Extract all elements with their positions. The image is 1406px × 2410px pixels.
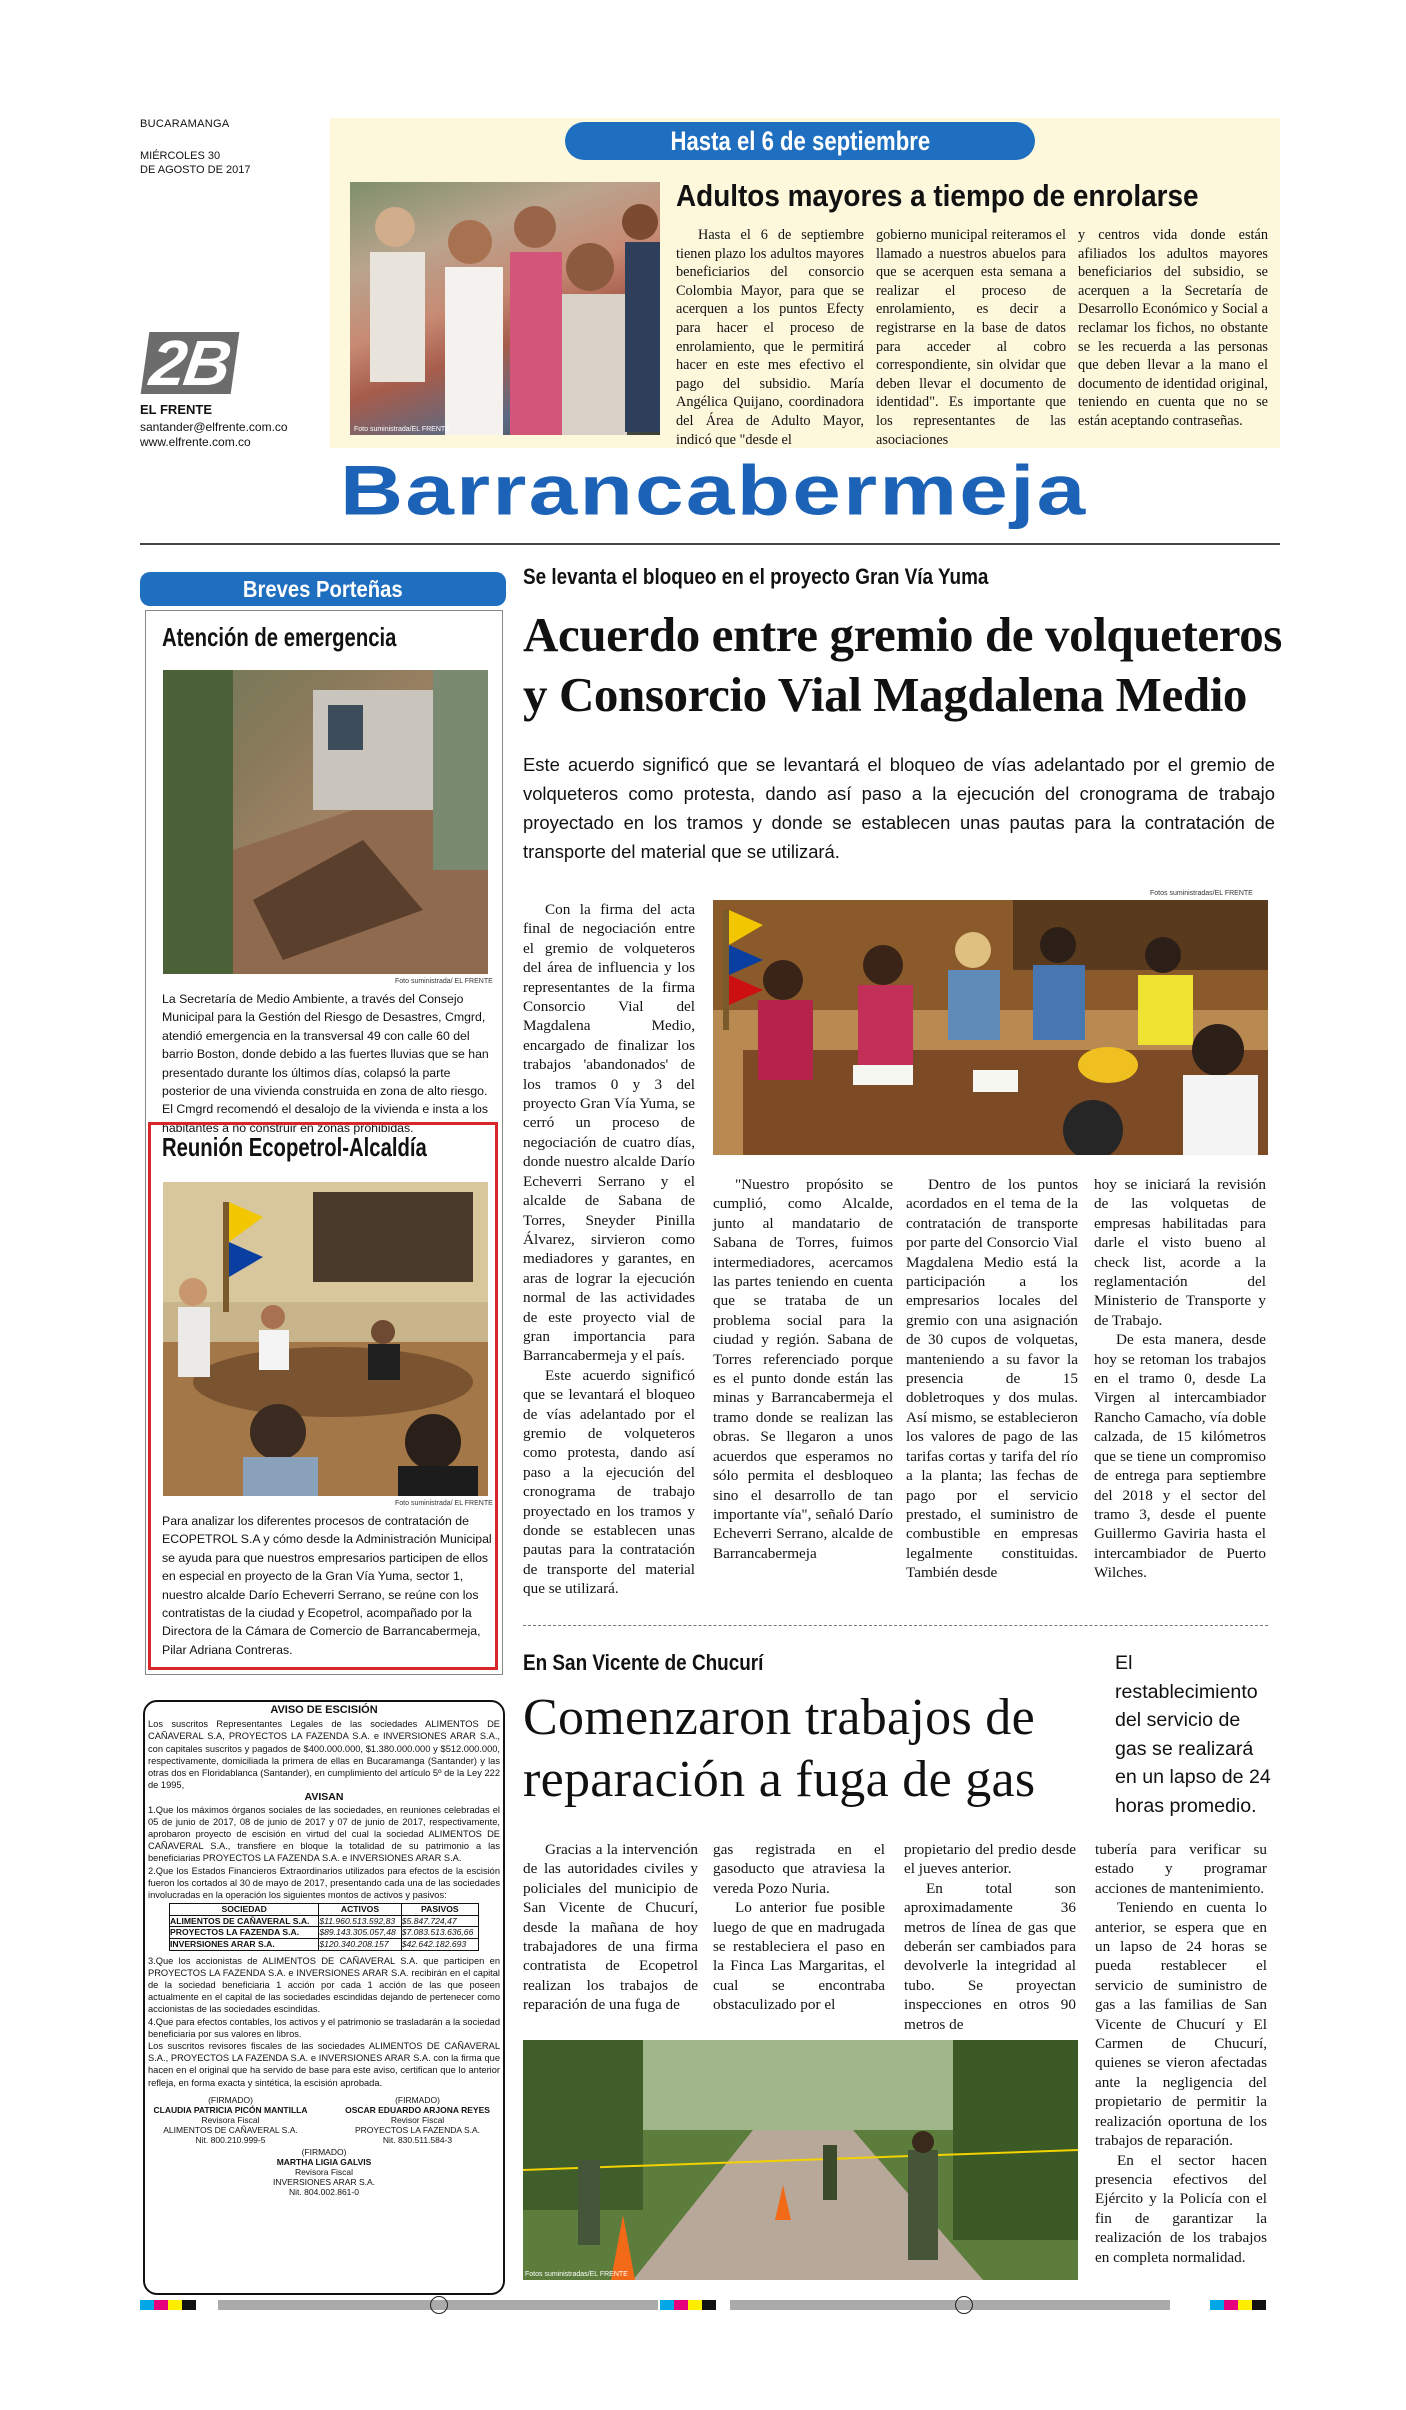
firmado-label: (FIRMADO) <box>395 2094 440 2105</box>
meeting-illustration <box>163 1182 488 1496</box>
aviso-avisan: AVISAN <box>304 1791 344 1804</box>
section-rule <box>140 543 1280 545</box>
aviso-cell: $11.960.513.592,83 <box>319 1915 401 1927</box>
lead-kicker-text: Se levanta el bloqueo en el proyecto Gran Vía Yuma <box>523 564 989 589</box>
breve-1-photo <box>163 670 488 974</box>
lead-col-1 <box>523 900 695 1599</box>
lead-col-1-p1: Con la firma del acta final de negociación entre el gremio de volqueteros del área de influencia y los representantes de la firma Consorcio Vial del Magdalena Medio, encargado de finalizar los trabajos 'abandonados' de los tramos 0 y 3 del proyecto Gran Vía Yuma, se cerró un proceso de negociación de cuatro días, donde nuestro alcalde Darío Echeverri Serrano y el alcalde de Sabana de Torres, Sneyder Pinilla Álvarez, sirvieron como mediadores y garantes, en aras de lograr la ejecución normal de las actividades de este proyecto vial de gran importancia para Barrancabermeja y el país. <box>523 901 695 1365</box>
feature-col-3 <box>1078 226 1268 431</box>
page-number: 2B <box>141 332 240 394</box>
signature-1 <box>148 2095 313 2145</box>
lead-kicker <box>523 564 1064 590</box>
lead-col-3-text: Dentro de los puntos acordados en el tema de la contratación de transporte por parte del Consorcio Vial Magdalena Medio está la participación a los empresarios locales del gremio con una asignación de 30 cupos de volquetas, manteniendo a su favor la presencia de 15 dobletroques y dos mulas. Así mismo, se establecieron los valores de pago de las tarifas cortas y tarifa del río a la planta; las fechas de pago por el servicio prestado, el suministro de combustible en empresas legalmente constituidas. También desde <box>906 1176 1078 1582</box>
breve-2-text: Para analizar los diferentes procesos de contratación de ECOPETROL S.A y cómo desde la Administración Municipal se ayuda para que nuestros empresarios participen de ellos en especial en proyecto de la Gran Vía Yuma, sector 1, nuestro alcalde Darío Echeverri Serrano, se reúne con los contratistas de la ciudad y Ecopetrol, acompañado por la Directora de la Cámara de Comercio de Barrancabermeja, Pilar Adriana Contreras. <box>162 1514 492 1657</box>
lead-col-4-p2: De esta manera, desde hoy se retoman los trabajos en el tramo 0, desde La Virgen al intercambiador Rancho Camacho, vía doble calzada, de 15 kilómetros que se tiene un compromiso de entrega para septiembre del 2018 y el sector del tramo 3, desde el puente Guillermo Gaviria hasta el intercambiador de Puerto Wilches. <box>1094 1331 1266 1582</box>
gas-col-4 <box>1095 1840 1267 2267</box>
elderly-people-illustration <box>350 182 660 435</box>
aviso-table <box>169 1903 479 1950</box>
gas-headline-1: Comenzaron trabajos de <box>523 1689 1035 1746</box>
breve-2-title <box>162 1132 502 1163</box>
section-title-text: Barrancabermeja <box>340 450 1088 530</box>
feature-col-2 <box>876 226 1066 449</box>
table-row <box>170 1939 479 1951</box>
sig-role: Revisora Fiscal <box>201 2114 260 2125</box>
lead-col-4 <box>1094 1175 1266 1583</box>
masthead-city: BUCARAMANGA <box>140 118 230 130</box>
gas-photo <box>523 2040 1078 2280</box>
aviso-content <box>148 1704 500 2197</box>
section-title <box>340 450 1088 534</box>
lead-col-2-text: "Nuestro propósito se cumplió, como Alcalde, junto al mandatario de Sabana de Torres, fuimos intermediadores, acercamos las partes teniendo en cuenta que se trataba de un problema social para la ciudad y región. Sabana de Torres referenciado porque es el punto donde están las minas y Barrancabermeja el tramo donde se realizan las obras. Se llegaron a unos acuerdos que esperamos no sólo permita el desbloqueo sino el desarrollo de tan importante vía", señaló Darío Echeverri Serrano, alcalde de Barrancabermeja <box>713 1176 893 1562</box>
aviso-table-header: PASIVOS <box>401 1904 478 1916</box>
road-checkpoint-illustration <box>523 2040 1078 2280</box>
story-separator <box>523 1625 1268 1626</box>
sig-company: PROYECTOS LA FAZENDA S.A. <box>354 2124 481 2135</box>
lead-photo <box>713 900 1268 1155</box>
aviso-table-header: SOCIEDAD <box>170 1904 319 1916</box>
gas-photo-credit: Fotos suministradas/EL FRENTE <box>525 2271 628 2278</box>
sig-nit: Nit. 804.002.861-0 <box>289 2186 359 2197</box>
feature-col-3-text: y centros vida donde están afiliados los adultos mayores beneficiarios del subsidio, se acerquen a la Secretaría de Desarrollo Económico y Social a reclamar los fichos, no obstante se les recuerda a las personas que deben llevar a la mano el documento de identidad original, teniendo en cuenta que no se están aceptando contraseñas. <box>1078 227 1268 429</box>
breve-2-photo <box>163 1182 488 1496</box>
aviso-title: AVISO DE ESCISIÓN <box>270 1704 378 1716</box>
gas-kicker <box>523 1650 803 1676</box>
lead-col-4-p1: hoy se iniciará la revisión de las volquetas de empresas habilitadas para darle el visto bueno al check list, acorde a la reglamentación del Ministerio de Transporte y de Trabajo. <box>1094 1176 1266 1329</box>
signature-2 <box>335 2095 500 2145</box>
masthead-date-1: MIÉRCOLES 30 <box>140 150 221 162</box>
sig-company: INVERSIONES ARAR S.A. <box>272 2176 376 2187</box>
gas-col-3 <box>904 1840 1076 2034</box>
aviso-table-header: ACTIVOS <box>319 1904 401 1916</box>
feature-col-2-text: gobierno municipal reiteramos el llamado a nuestros abuelos para que se acerquen esta semana a realizar el proceso de enrolamiento, es decir a registrarse en la base de datos para acceder al cobro correspondiente, sin olvidar que deben llevar el documento de identidad". Es importante que los representantes de las asociaciones <box>876 227 1066 448</box>
paper-name: EL FRENTE <box>140 402 212 417</box>
aviso-cell: INVERSIONES ARAR S.A. <box>170 1939 319 1951</box>
gas-col-1-text: Gracias a la intervención de las autoridades civiles y policiales del municipio de San Vicente de Chucurí, desde la mañana de hoy trabajadores de una firma contratista de Ecopetrol realizan los trabajos de reparación de una fuga de <box>523 1841 698 2014</box>
aviso-p5: 4.Que para efectos contables, los activos y el patrimonio se trasladarán a la sociedad beneficiaria por sus valores en libros. <box>148 2016 500 2039</box>
negotiation-meeting-illustration <box>713 900 1268 1155</box>
feature-title <box>676 178 1276 214</box>
sig-role: Revisora Fiscal <box>294 2166 354 2177</box>
gas-kicker-text: En San Vicente de Chucurí <box>523 1650 764 1675</box>
aviso-p1: Los suscritos Representantes Legales de las sociedades ALIMENTOS DE CAÑAVERAL S.A, PROYECTOS LA FAZENDA S.A. e INVERSIONES ARAR S.A., con capitales suscritos y pagados de $400.000.000, $1.380.000.000 y $512.000.000, respectivamente, domiciliada la primera de ellas en Bucaramanga (Santander) y las otras dos en Floridablanca (Santander), en cumplimiento del artículo 5º de la Ley 222 de 1995, <box>148 1719 500 1791</box>
sig-nit: Nit. 830.511.584-3 <box>382 2134 453 2145</box>
aviso-p2: 1.Que los máximos órganos sociales de las sociedades, en reuniones celebradas el 05 de junio de 2017, 08 de junio de 2017 y 07 de junio de 2017, respectivamente, aprobaron proyecto de escisión en virtud del cual la sociedad ALIMENTOS DE CAÑAVERAL S.A., transfiere en bloque la totalidad de su patrimonio a las beneficiarias PROYECTOS LA FAZENDA S.A. e INVERSIONES ARAR S.A. <box>148 1804 500 1864</box>
breves-banner-text: Breves Porteñas <box>243 576 403 602</box>
sig-name: OSCAR EDUARDO ARJONA REYES <box>345 2104 490 2115</box>
aviso-cell: PROYECTOS LA FAZENDA S.A. <box>170 1927 319 1939</box>
lead-col-3 <box>906 1175 1078 1583</box>
footer-grey-bar <box>730 2300 1170 2310</box>
color-bar-2 <box>660 2300 716 2310</box>
color-bar-3 <box>1210 2300 1266 2310</box>
sig-nit: Nit. 800.210.999-5 <box>195 2134 266 2145</box>
breve-1-title <box>162 622 463 653</box>
firmado-label: (FIRMADO) <box>301 2146 347 2157</box>
feature-banner-text: Hasta el 6 de septiembre <box>670 126 930 156</box>
breve-1-title-text: Atención de emergencia <box>162 622 397 652</box>
aviso-cell: $42.642.182.693 <box>401 1939 478 1951</box>
aviso-cell: $89.143.305.057,48 <box>319 1927 401 1939</box>
feature-photo-credit: Foto suministrada/EL FRENTE <box>354 426 450 433</box>
aviso-p3: 2.Que los Estados Financieros Extraordinarios utilizados para efectos de la escisión fueron los cortados al 30 de mayo de 2017, presentando cada una de las sociedades involucradas en la operación los siguientes montos de activos y pasivos: <box>148 1865 500 1901</box>
gas-col-2 <box>713 1840 885 2015</box>
aviso-cell: $120.340.208.157 <box>319 1939 401 1951</box>
aviso-p6: Los suscritos revisores fiscales de las sociedades ALIMENTOS DE CAÑAVERAL S.A., PROYECTOS LA FAZENDA S.A. e INVERSIONES ARAR S.A. con la firma que hacen en el original que ha servido de base para este aviso, certifican que lo anterior refleja, en forma exacta y sintética, la escisión aprobada. <box>148 2041 500 2088</box>
gas-col-2-p1: gas registrada en el gasoducto que atraviesa la vereda Pozo Nuria. <box>713 1841 885 1897</box>
lead-photo-credit: Fotos suministradas/EL FRENTE <box>1150 890 1253 897</box>
breve-2-title-text: Reunión Ecopetrol-Alcaldía <box>162 1132 427 1162</box>
sig-role: Revisor Fiscal <box>390 2114 445 2125</box>
feature-col-1-text: Hasta el 6 de septiembre tienen plazo los adultos mayores beneficiarios del consorcio Colombia Mayor, para que se acerquen a los puntos Efecty para hacer el proceso de enrolamiento, que le permitirá hacer en este mes efectivo el pago del subsidio. María Angélica Quijano, coordinadora del Área de Adulto Mayor, indicó que "desde el <box>676 227 864 448</box>
sig-name: CLAUDIA PATRICIA PICÓN MANTILLA <box>153 2104 308 2115</box>
feature-banner <box>565 122 1035 160</box>
breves-banner <box>140 572 506 606</box>
gas-col-2-p2: Lo anterior fue posible luego de que en madrugada se restableciera el paso en la Finca Las Margaritas, el cual se encontraba obstaculizado por el <box>713 1899 885 2014</box>
firmado-label: (FIRMADO) <box>208 2094 253 2105</box>
lead-headline-1: Acuerdo entre gremio de volqueteros <box>523 607 1282 662</box>
aviso-p4: 3.Que los accionistas de ALIMENTOS DE CAÑAVERAL S.A. que participen en PROYECTOS LA FAZENDA S.A. e INVERSIONES ARAR S.A. recibirán en el capital de la sociedad beneficiaria 1 acción por cada 1 acción de las que poseen actualmente en el capital de las sociedades escindidas dejando de pertenecer como accionistas de las sociedades escindidas. <box>148 1955 500 2015</box>
gas-col-3-p2: En total son aproximadamente 36 metros de línea de gas que deberán ser cambiados para devolverle la integridad al tubo. Se proyectan inspecciones en otros 90 metros de <box>904 1879 1076 2033</box>
feature-photo <box>350 182 660 435</box>
breve-1-text: La Secretaría de Medio Ambiente, a través del Consejo Municipal para la Gestión del Riesgo de Desastres, Cmgrd, atendió emergencia en la transversal 49 con calle 60 del barrio Boston, donde debido a las fuertes lluvias que se han presentado durante los últimos días, colapsó la parte posterior de una vivienda construida en zona de alto riesgo. El Cmgrd recomendó el desalojo de la vivienda e insta a los habitantes a no construir en zonas prohibidas. <box>162 992 489 1135</box>
sig-company: ALIMENTOS DE CAÑAVERAL S.A. <box>163 2124 298 2135</box>
crosshair-icon <box>430 2296 448 2314</box>
gas-col-1 <box>523 1840 698 2015</box>
crosshair-icon <box>955 2296 973 2314</box>
lead-col-1-p2: Este acuerdo significó que se levantará el bloqueo de vías adelantado por el gremio de volqueteros como protesta, dando así paso a la ejecución del cronograma de trabajo proyectado en los tramos y donde se establecen unas pautas para la contratación de transporte del material que se utilizará. <box>523 1366 695 1598</box>
gas-col-4-p1: tubería para verificar su estado y programar acciones de mantenimiento. <box>1095 1841 1267 1897</box>
lead-col-2 <box>713 1175 893 1563</box>
sig-name: MARTHA LIGIA GALVIS <box>276 2156 372 2167</box>
masthead-date-2: DE AGOSTO DE 2017 <box>140 164 251 176</box>
table-row <box>170 1927 479 1939</box>
lead-headline-2: y Consorcio Vial Magdalena Medio <box>523 667 1248 722</box>
aviso-cell: $7.083.513.636,66 <box>401 1927 478 1939</box>
aviso-cell: $5.847.724,47 <box>401 1915 478 1927</box>
table-row <box>170 1915 479 1927</box>
gas-col-4-p3: En el sector hacen presencia efectivos del Ejército y la Policía con el fin de garantizar la realización de los trabajos en completa normalidad. <box>1095 2151 1267 2266</box>
signature-3 <box>148 2147 500 2197</box>
color-bar-1 <box>140 2300 196 2310</box>
collapsed-house-illustration <box>163 670 488 974</box>
paper-email: santander@elfrente.com.co <box>140 420 288 434</box>
gas-deck: El restablecimiento del servicio de gas se realizará en un lapso de 24 horas promedio. <box>1115 1652 1271 1817</box>
paper-web: www.elfrente.com.co <box>140 435 251 449</box>
breve-2-credit: Foto suministrada/ EL FRENTE <box>395 1500 493 1507</box>
lead-deck: Este acuerdo significó que se levantará el bloqueo de vías adelantado por el gremio de volqueteros como protesta, dando así paso a la ejecución del cronograma de trabajo proyectado en los tramos y donde se establecen unas pautas para la contratación de transporte del material que se utilizará. <box>523 754 1275 862</box>
gas-headline-2: reparación a fuga de gas <box>523 1751 1036 1808</box>
gas-col-4-p2: Teniendo en cuenta lo anterior, se espera que en un lapso de 24 horas se pueda restablecer el servicio de suministro de gas a las familias de San Vicente de Chucurí y El Carmen de Chucurí, quienes se vieron afectadas ante la negligencia del propietario de permitir la realización oportuna de los trabajos de reparación. <box>1095 1899 1267 2150</box>
gas-col-3-p1: propietario del predio desde el jueves anterior. <box>904 1841 1076 1878</box>
feature-col-1 <box>676 226 864 449</box>
breve-1-credit: Foto suministrada/ EL FRENTE <box>395 978 493 985</box>
aviso-cell: ALIMENTOS DE CAÑAVERAL S.A. <box>170 1915 319 1927</box>
feature-title-text: Adultos mayores a tiempo de enrolarse <box>676 178 1199 213</box>
